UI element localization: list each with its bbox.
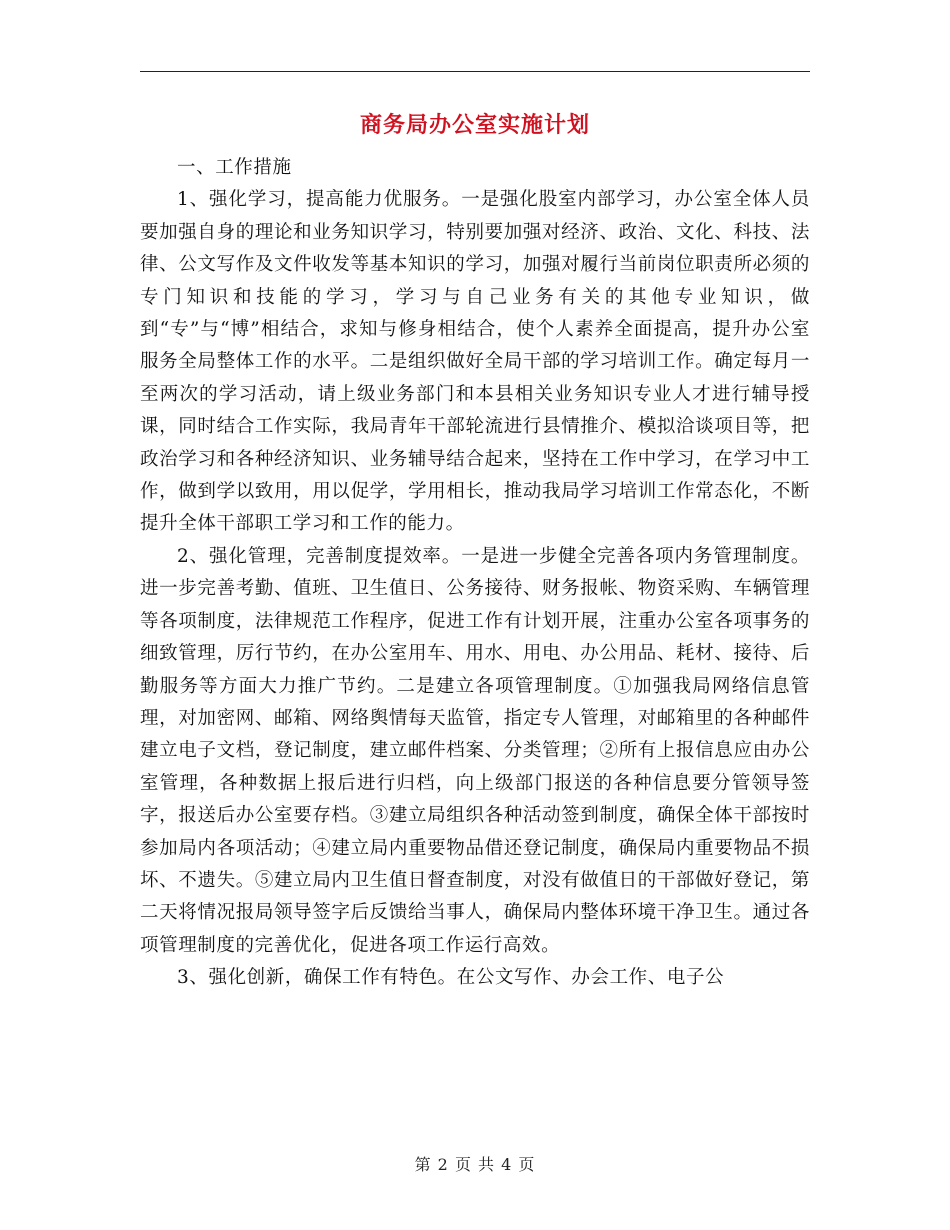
paragraph-management: 2、强化管理，完善制度提效率。一是进一步健全完善各项内务管理制度。进一步完善考勤、值班、卫生值日、公务接待、财务报帐、物资采购、车辆管理等各项制度，法律规范工作程序，促进工作有计划开展，注重办公室各项事务的细致管理，厉行节约，在办公室用车、用水、用电、办公用品、耗材、接待、后勤服务等方面大力推广节约。二是建立各项管理制度。①加强我局网络信息管理，对加密网、邮箱、网络舆情每天监管，指定专人管理，对邮箱里的各种邮件建立电子文档，登记制度，建立邮件档案、分类管理；②所有上报信息应由办公室管理，各种数据上报后进行归档，向上级部门报送的各种信息要分管领导签字，报送后办公室要存档。③建立局组织各种活动签到制度，确保全体干部按时参加局内各项活动；④建立局内重要物品借还登记制度，确保局内重要物品不损坏、不遗失。⑤建立局内卫生值日督查制度，对没有做值日的干部做好登记，第二天将情况报局领导签字后反馈给当事人，确保局内整体环境干净卫生。通过各项管理制度的完善优化，促进各项工作运行高效。	[140, 545, 810, 956]
paragraph-innovation: 3、强化创新，确保工作有特色。在公文写作、办会工作、电子公	[177, 967, 725, 989]
document-body	[140, 152, 810, 995]
document-title: 商务局办公室实施计划	[359, 112, 590, 138]
page-number: 第 2 页 共 4 页	[414, 1155, 536, 1174]
header-rule	[140, 71, 810, 72]
section-heading: 一、工作措施	[177, 157, 292, 178]
paragraph-study: 1、强化学习，提高能力优服务。一是强化股室内部学习，办公室全体人员要加强自身的理论和业务知识学习，特别要加强对经济、政治、文化、科技、法律、公文写作及文件收发等基本知识的学习，加强对履行当前岗位职责所必须的专门知识和技能的学习，学习与自己业务有关的其他专业知识，做到“专”与“博”相结合，求知与修身相结合，使个人素养全面提高，提升办公室服务全局整体工作的水平。二是组织做好全局干部的学习培训工作。确定每月一至两次的学习活动，请上级业务部门和本县相关业务知识专业人才进行辅导授课，同时结合工作实际，我局青年干部轮流进行县情推介、模拟洽谈项目等，把政治学习和各种经济知识、业务辅导结合起来，坚持在工作中学习，在学习中工作，做到学以致用，用以促学，学用相长，推动我局学习培训工作常态化，不断提升全体干部职工学习和工作的能力。	[140, 189, 810, 535]
